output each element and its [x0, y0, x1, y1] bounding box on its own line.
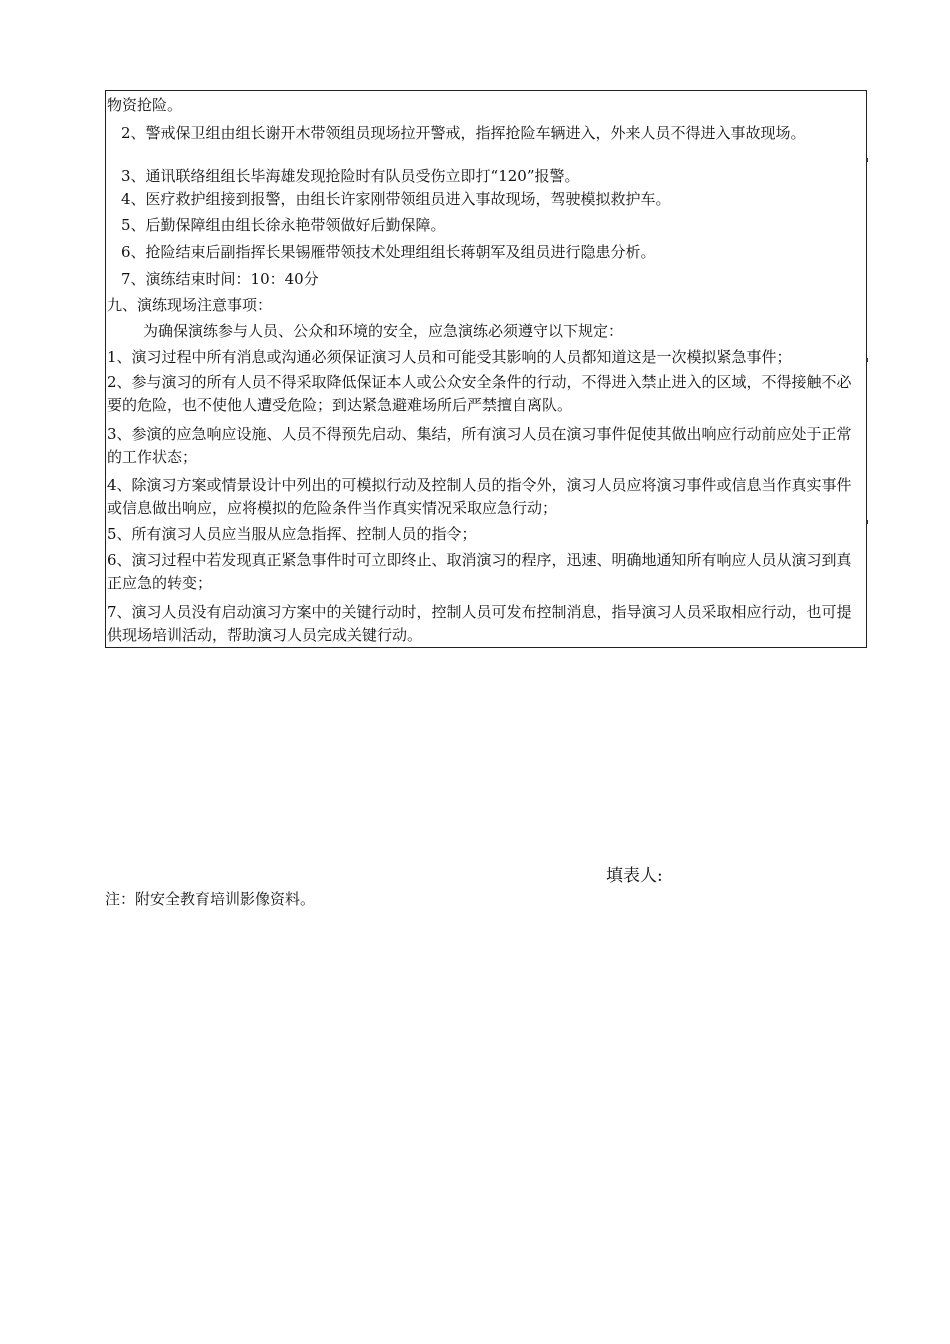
rule-1: 1、演习过程中所有消息或沟通必须保证演习人员和可能受其影响的人员都知道这是一次模拟紧急事件； [107, 348, 792, 366]
rule-7: 7、演习人员没有启动演习方案中的关键行动时，控制人员可发布控制消息，指导演习人员采取相应行动，也可提供现场培训活动，帮助演习人员完成关键行动。 [107, 603, 852, 644]
step-4: 4、医疗救护组接到报警，由组长许家刚带领组员进入事故现场，驾驶模拟救护车。 [121, 190, 671, 208]
section-intro: 为确保演练参与人员、公众和环境的安全，应急演练必须遵守以下规定： [143, 322, 624, 340]
section-title: 九、演练现场注意事项： [107, 296, 273, 314]
border-tick [866, 158, 868, 162]
rule-2: 2、参与演习的所有人员不得采取降低保证本人或公众安全条件的行动，不得进入禁止进入的区域，不得接触不必要的危险，也不使他人遭受危险；到达紧急避难场所后严禁擅自离队。 [107, 373, 852, 414]
border-tick [866, 358, 868, 362]
text-line-continue: 物资抢险。 [107, 96, 183, 114]
footer-note: 注：附安全教育培训影像资料。 [105, 890, 316, 908]
step-6: 6、抢险结束后副指挥长果锡雁带领技术处理组组长蒋朝军及组员进行隐患分析。 [121, 243, 656, 261]
rule-5: 5、所有演习人员应当服从应急指挥、控制人员的指令； [107, 525, 477, 543]
step-2: 2、警戒保卫组由组长谢开木带领组员现场拉开警戒，指挥抢险车辆进入，外来人员不得进入事故现场。 [121, 124, 806, 142]
rule-3: 3、参演的应急响应设施、人员不得预先启动、集结，所有演习人员在演习事件促使其做出响应行动前应处于正常的工作状态； [107, 425, 852, 466]
step-7: 7、演练结束时间：10：40分 [121, 270, 319, 288]
form-filler-label: 填表人: [606, 866, 663, 886]
step-3: 3、通讯联络组组长毕海雄发现抢险时有队员受伤立即打“120”报警。 [121, 167, 580, 185]
step-5: 5、后勤保障组由组长徐永艳带领做好后勤保障。 [121, 216, 446, 234]
rule-6: 6、演习过程中若发现真正紧急事件时可立即终止、取消演习的程序，迅速、明确地通知所有响应人员从演习到真正应急的转变； [107, 551, 852, 592]
border-tick [866, 520, 868, 524]
rule-4: 4、除演习方案或情景设计中列出的可模拟行动及控制人员的指令外，演习人员应将演习事件或信息当作真实事件或信息做出响应，应将模拟的危险条件当作真实情况采取应急行动； [107, 476, 852, 517]
